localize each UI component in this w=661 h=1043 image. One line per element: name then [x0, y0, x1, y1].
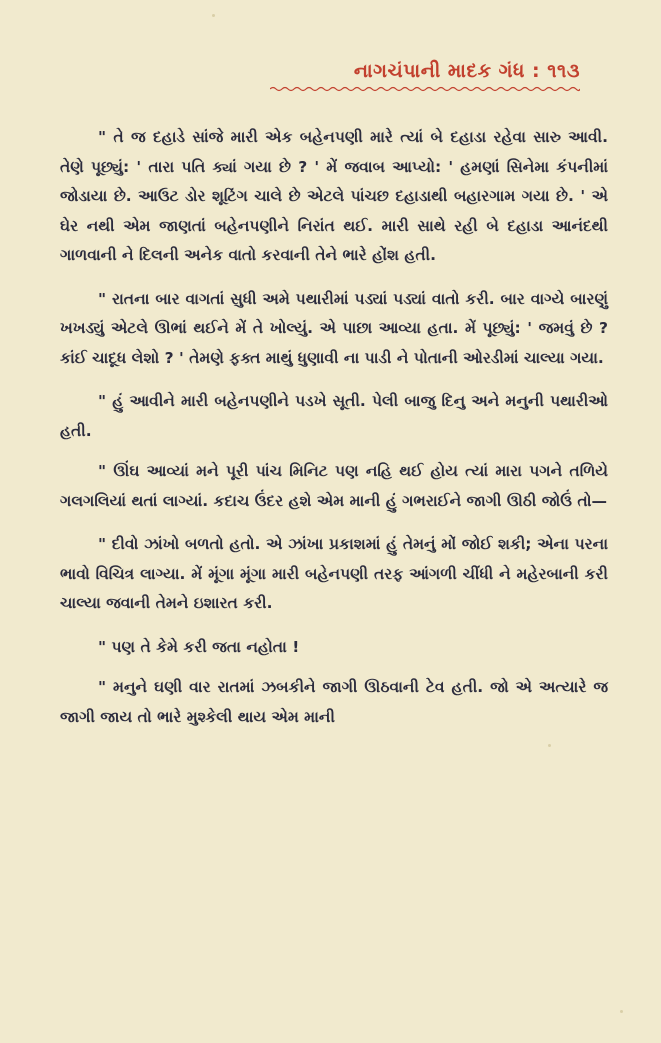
paper-speck	[620, 1010, 623, 1013]
paragraph: " હું આવીને મારી બહેનપણીને પડખે સૂતી. પેલી બાજુ દિનુ અને મનુની પથારીઓ હતી.	[60, 392, 608, 440]
page-header-title: નાગચંપાની માદક ગંધ : ૧૧૩	[353, 60, 580, 82]
paragraph: " ઊંઘ આવ્યાં મને પૂરી પાંચ મિનિટ પણ નહિ થઈ હોય ત્યાં મારા પગને તળિયે ગલગલિયાં થતાં લાગ્યાં. કદાચ ઉંદર હશે એમ માની હું ગભરાઈને જાગી ઊઠી જોઉં તો—	[60, 462, 608, 510]
paragraph: " પણ તે કેમે કરી જતા નહોતા !	[98, 637, 300, 656]
running-header	[270, 60, 580, 106]
paper-speck	[212, 14, 215, 17]
page-body-text	[60, 123, 608, 746]
paragraph: " રાતના બાર વાગતાં સુધી અમે પથારીમાં પડ્યાં પડ્યાં વાતો કરી. બાર વાગ્યે બારણું ખખડ્યું એટલે ઊભાં થઈને મેં તે ખોલ્યું. એ પાછા આવ્યા હતા. મેં પૂછ્યું: ' જમવું છે ? કાંઈ ચાદૂધ લેશો ? ' તેમણે ફક્ત માથું ધુણાવી ના પાડી ને પોતાની ઓરડીમાં ચાલ્યા ગયા.	[60, 289, 608, 367]
paragraph: " મનુને ઘણી વાર રાતમાં ઝબકીને જાગી ઊઠવાની ટેવ હતી. જો એ અત્યારે જ જાગી જાય તો ભારે મુશ્કેલી થાય એમ માની	[60, 678, 608, 726]
paper-speck	[548, 744, 551, 747]
header-wavy-rule	[270, 86, 580, 92]
paragraph: " દીવો ઝાંખો બળતો હતો. એ ઝાંખા પ્રકાશમાં હું તેમનું મોં જોઈ શકી; એના પરના ભાવો વિચિત્ર લાગ્યા. મેં મૂંગા મૂંગા મારી બહેનપણી તરફ આંગળી ચીંધી ને મહેરબાની કરી ચાલ્યા જવાની તેમને ઇશારત કરી.	[60, 535, 608, 612]
paragraph: " તે જ દહાડે સાંજે મારી એક બહેનપણી મારે ત્યાં બે દહાડા રહેવા સારુ આવી. તેણે પૂછ્યું: ' તારા પતિ ક્યાં ગયા છે ? ' મેં જવાબ આપ્યો: ' હમણાં સિનેમા કંપનીમાં જોડાયા છે. આઉટ ડોર શૂટિંગ ચાલે છે એટલે પાંચછ દહાડાથી બહારગામ ગયા છે. ' એ ઘેર નથી એમ જાણતાં બહેનપણીને નિરાંત થઈ. મારી સાથે રહી બે દહાડા આનંદથી ગાળવાની ને દિલની અનેક વાતો કરવાની તેને ભારે હોંશ હતી.	[60, 128, 608, 264]
